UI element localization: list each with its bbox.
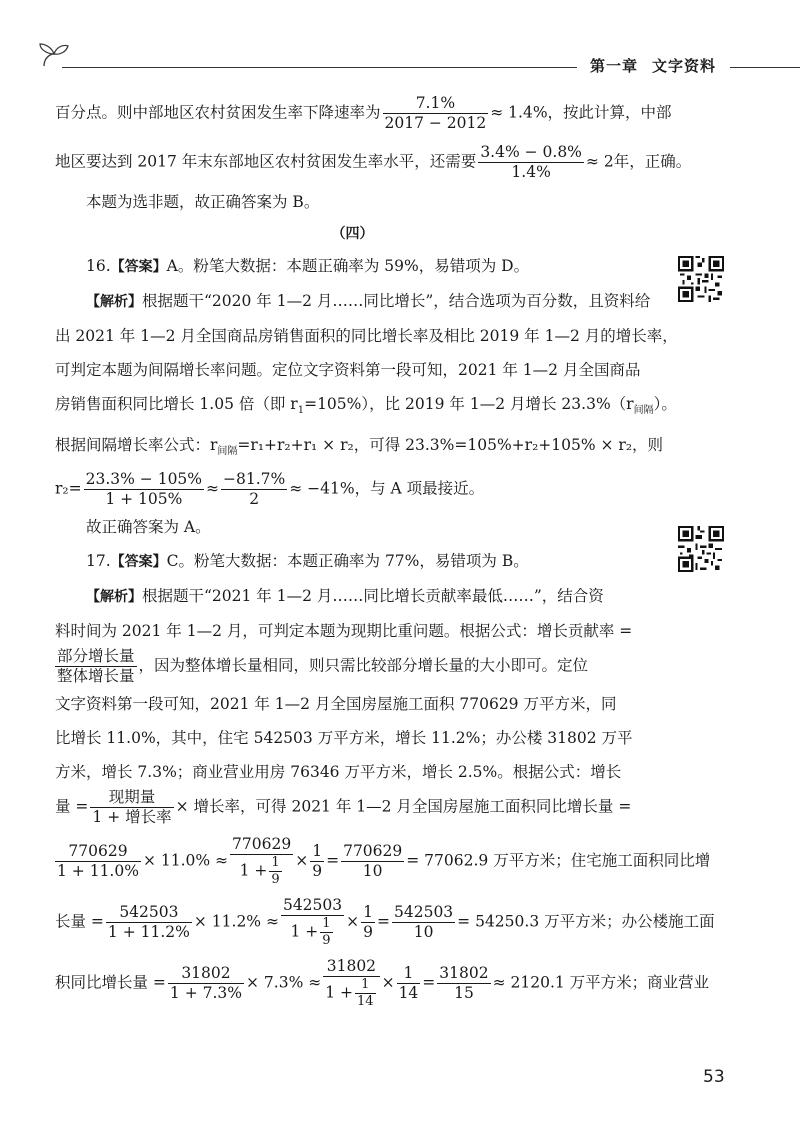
- denominator: 1.4%: [478, 162, 584, 182]
- text: 根据间隔增长率公式：r: [55, 436, 218, 455]
- text: ≈ 2120.1 万平方米；商业营业: [492, 973, 710, 992]
- text: ×: [295, 851, 309, 870]
- text: ）。: [653, 395, 677, 413]
- text: 长量 =: [55, 912, 104, 931]
- fraction: [106, 903, 192, 942]
- paragraph-2: [55, 143, 692, 182]
- analysis-tag: 【解析】: [86, 294, 142, 310]
- numerator: 770629: [68, 842, 128, 861]
- fraction: [90, 788, 173, 827]
- text: × 7.3% ≈: [246, 973, 322, 992]
- fraction: [397, 964, 421, 1003]
- numerator: 1: [312, 842, 323, 861]
- q17-analysis-line: 比增长 11.0%，其中，住宅 542503 万平方米，增长 11.2%；办公楼 31802 万平: [55, 729, 633, 748]
- qr-code-q16[interactable]: [678, 256, 724, 302]
- text: 积同比增长量 =: [55, 973, 166, 992]
- fraction: [310, 842, 324, 881]
- header-rule-right: [730, 67, 800, 68]
- denominator: 整体增长量: [57, 667, 135, 686]
- fraction: [55, 842, 141, 881]
- text: × 增长率，可得 2021 年 1—2 月全国房屋施工面积同比增长量 =: [175, 797, 632, 816]
- numerator: 1: [363, 903, 373, 922]
- text: 1 +: [239, 861, 268, 880]
- numerator: 770629: [343, 842, 403, 861]
- denominator: 10: [341, 861, 404, 881]
- text: × 11.0% ≈: [142, 851, 229, 870]
- numerator: 31802: [439, 964, 489, 983]
- denominator: 1 + 105%: [84, 489, 204, 509]
- numerator: 7.1%: [415, 94, 456, 112]
- paragraph-3: 本题为选非题，故正确答案为 B。: [86, 193, 320, 211]
- paragraph-1: [55, 94, 672, 133]
- fraction: [269, 855, 281, 888]
- page-body: [55, 94, 715, 1010]
- chapter-label: 第一章: [590, 57, 639, 75]
- q16-analysis-line: [55, 289, 650, 314]
- page-number: 53: [703, 1067, 725, 1087]
- denominator: 9: [312, 862, 323, 881]
- fraction: [84, 470, 204, 509]
- numerator: −81.7%: [223, 470, 286, 489]
- fraction: [383, 94, 489, 133]
- question-number: 16.: [86, 257, 111, 275]
- fraction: [437, 964, 490, 1003]
- sprout-icon: [36, 40, 72, 70]
- section-title: （四）: [331, 226, 374, 242]
- denominator: 15: [437, 983, 490, 1003]
- qr-code-q17[interactable]: [678, 526, 724, 572]
- subscript: 间隔: [217, 446, 238, 458]
- numerator: 1: [322, 916, 331, 932]
- numerator: 31802: [181, 964, 231, 983]
- text: 百分点。则中部地区农村贫困发生率下降速率为: [55, 103, 381, 122]
- text: = 54250.3 万平方米；办公楼施工面: [457, 912, 715, 931]
- q17-analysis-line: 料时间为 2021 年 1—2 月，可判定本题为现期比重问题。根据公式：增长贡献率 =: [55, 622, 633, 641]
- numerator: 542503: [119, 903, 179, 922]
- numerator: 1: [361, 977, 370, 993]
- denominator: 1 + 11.2%: [107, 923, 190, 942]
- question-number: 17.: [86, 552, 111, 571]
- fraction: [341, 842, 404, 881]
- q17-analysis-line: [55, 584, 650, 609]
- denominator: 10: [392, 922, 455, 942]
- analysis-tag: 【解析】: [86, 589, 142, 606]
- denominator: [323, 976, 379, 1010]
- text: =: [422, 973, 436, 992]
- denominator: 1 + 7.3%: [169, 984, 243, 1003]
- numerator: 1: [403, 964, 414, 983]
- text: =: [377, 912, 390, 931]
- numerator: 770629: [232, 835, 292, 854]
- answer-text: A。粉笔大数据：本题正确率为 59%，易错项为 D。: [166, 257, 530, 275]
- text: 房销售面积同比增长 1.05 倍（即 r: [55, 395, 298, 413]
- q16-analysis-line: 可判定本题为间隔增长率问题。定位文字资料第一段可知，2021 年 1—2 月全国商品: [55, 361, 641, 379]
- denominator: 9: [271, 872, 280, 888]
- q17-answer: [55, 549, 650, 574]
- numerator: 542503: [394, 903, 454, 922]
- denominator: [281, 915, 344, 949]
- text: 1 +: [325, 983, 354, 1002]
- text: ×: [381, 973, 395, 992]
- text: =r₁+r₂+r₁ × r₂，可得 23.3%=105%+r₂+105% × r₂，则: [237, 436, 664, 455]
- denominator: 2017 − 2012: [384, 114, 487, 132]
- text: =105%），比 2019 年 1—2 月增长 23.3%（r: [304, 395, 634, 413]
- q17-equation-3: [55, 957, 710, 1010]
- q17-analysis-line: 文字资料第一段可知，2021 年 1—2 月全国房屋施工面积 770629 万平方米，同: [55, 695, 617, 714]
- q16-conclusion: 故正确答案为 A。: [86, 518, 211, 537]
- fraction: [55, 647, 137, 686]
- fraction: [168, 964, 244, 1003]
- q17-analysis-line: [55, 788, 650, 827]
- fraction: [230, 835, 293, 888]
- fraction: [281, 896, 344, 949]
- numerator: 542503: [282, 896, 343, 915]
- denominator: 9: [322, 933, 331, 949]
- q16-answer: [55, 254, 650, 279]
- fraction: [221, 470, 287, 509]
- text: =: [326, 851, 340, 870]
- denominator: 2: [221, 489, 287, 509]
- page-header: [0, 38, 800, 78]
- q16-analysis-line: 房销售面积同比增长 1.05 倍（即 $r_1=105\%$），比 2019 年 1—2 月增长 $23.3\%(r_{间隔})$。: [55, 395, 677, 417]
- numerator: 部分增长量: [57, 647, 135, 666]
- text: ≈ −41%，与 A 项最接近。: [289, 479, 485, 498]
- chapter-title: [590, 55, 716, 76]
- text: 1 +: [290, 922, 319, 941]
- text: ≈ 1.4%，按此计算，中部: [490, 103, 672, 122]
- denominator: 1 + 增长率: [92, 808, 172, 827]
- fraction: [323, 957, 379, 1010]
- fraction: [478, 143, 584, 182]
- denominator: 14: [357, 994, 374, 1010]
- numerator: 3.4% − 0.8%: [480, 143, 582, 161]
- text: 地区要达到 2017 年末东部地区农村贫困发生率水平，还需要: [55, 152, 477, 171]
- numerator: 23.3% − 105%: [85, 470, 203, 489]
- text: × 11.2% ≈: [193, 912, 279, 931]
- fraction: [392, 903, 455, 942]
- answer-tag: 【答案】: [110, 554, 167, 571]
- fraction: [361, 903, 375, 942]
- denominator: 14: [398, 984, 419, 1003]
- text: ≈ 2年，正确。: [585, 152, 692, 171]
- q17-equation-1: [55, 835, 711, 888]
- q17-equation-2: [55, 896, 715, 949]
- subscript: 间隔: [633, 405, 654, 417]
- denominator: 9: [363, 923, 373, 942]
- q16-formula-line: r₂= $\frac{23.3\% - 105\%}{1 + 105\%}$ ≈ $\frac{-81.7\%}{2}$ ≈ −41%，与 A 项最接近。: [55, 470, 485, 509]
- q16-analysis-line: 出 2021 年 1—2 月全国商品房销售面积的同比增长率及相比 2019 年 1—2 月的增长率，: [55, 327, 678, 345]
- numerator: 现期量: [108, 788, 156, 807]
- numerator: 1: [271, 855, 280, 871]
- text: 量 =: [55, 797, 89, 816]
- text: ，因为整体增长量相同，则只需比较部分增长量的大小即可。定位: [138, 656, 589, 675]
- text: = 77062.9 万平方米；住宅施工面积同比增: [406, 851, 711, 870]
- denominator: [230, 854, 293, 888]
- section-label: 文字资料: [652, 57, 717, 75]
- q16-analysis-line: [55, 433, 664, 464]
- text: 根据题干“2021 年 1—2 月……同比增长贡献率最低……”，结合资: [142, 587, 604, 606]
- text: ×: [346, 912, 360, 931]
- answer-tag: 【答案】: [110, 259, 167, 275]
- fraction: [355, 977, 376, 1010]
- text: 根据题干“2020 年 1—2 月……同比增长”，结合选项为百分数，且资料给: [142, 292, 651, 310]
- q17-analysis-line: [55, 647, 650, 686]
- header-rule-left: [62, 67, 577, 68]
- denominator: 1 + 11.0%: [57, 862, 139, 881]
- text: r₂=: [55, 479, 82, 498]
- fraction: [320, 916, 332, 949]
- numerator: 31802: [326, 957, 377, 976]
- q17-analysis-line: 方米，增长 7.3%；商业营业用房 76346 万平方米，增长 2.5%。根据公式：增长: [55, 763, 622, 782]
- answer-text: C。粉笔大数据：本题正确率为 77%，易错项为 B。: [166, 552, 529, 571]
